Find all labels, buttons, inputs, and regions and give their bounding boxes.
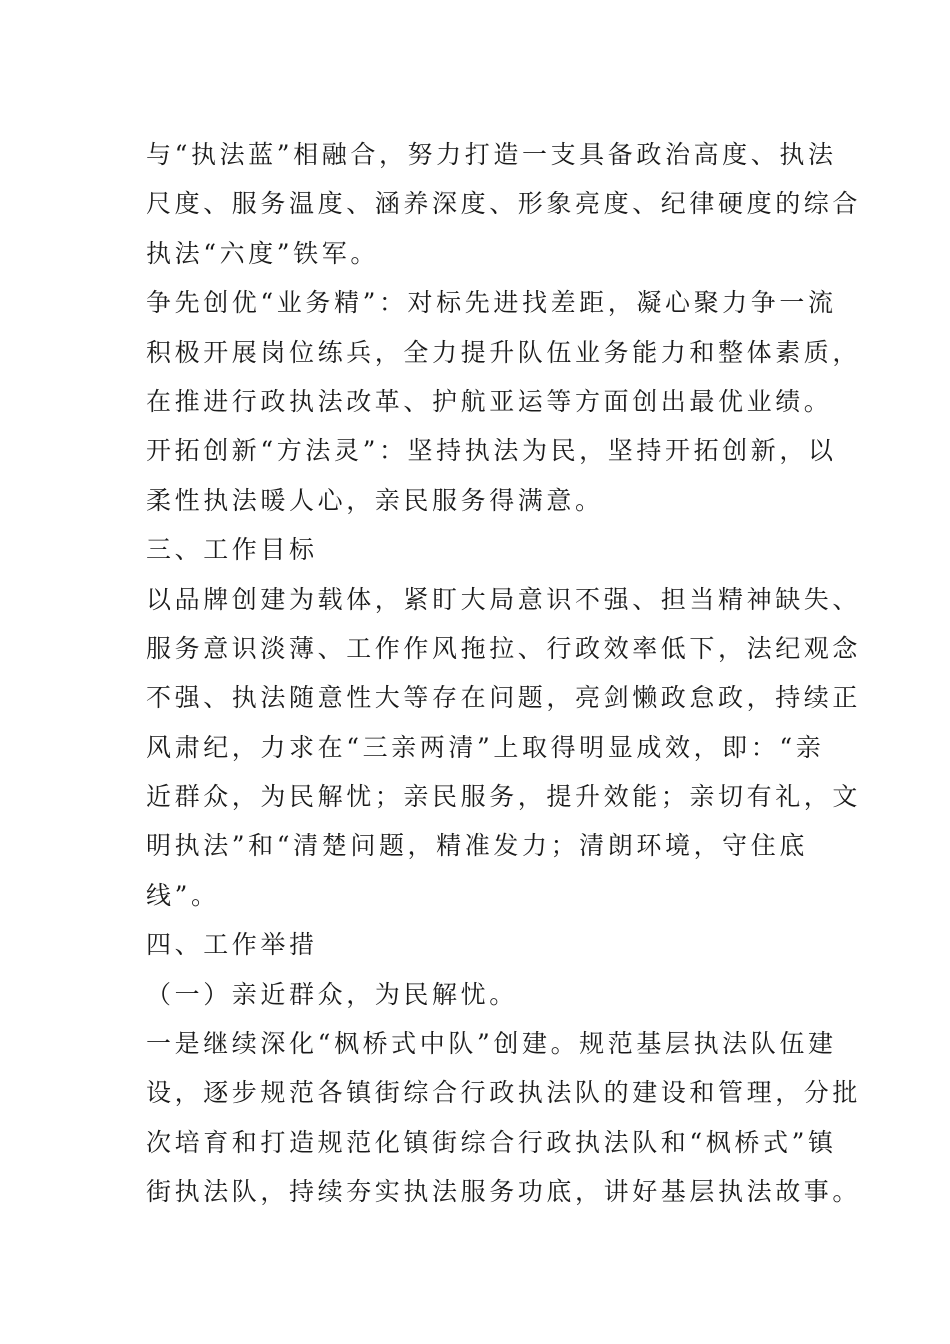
text-line: 街执法队，持续夯实执法服务功底，讲好基层执法故事。: [146, 1177, 862, 1207]
text-line: 风肃纪，力求在“三亲两清”上取得明显成效，即：“亲: [146, 732, 825, 762]
text-line: 与“执法蓝”相融合，努力打造一支具备政治高度、执法: [146, 140, 837, 169]
text-line: 一是继续深化“枫桥式中队”创建。规范基层执法队伍建: [146, 1029, 837, 1059]
text-line: 积极开展岗位练兵，全力提升队伍业务能力和整体素质，: [146, 337, 862, 367]
section-heading: 三、工作目标: [146, 535, 318, 565]
text-line: 服务意识淡薄、工作作风拖拉、行政效率低下，法纪观念: [146, 633, 862, 663]
text-line: 不强、执法随意性大等存在问题，亮剑懒政怠政，持续正: [146, 683, 862, 713]
text-line: 明执法”和“清楚问题，精准发力；清朗环境，守住底: [146, 831, 808, 861]
text-line: 次培育和打造规范化镇街综合行政执法队和“枫桥式”镇: [146, 1127, 837, 1157]
text-line: 线”。: [146, 880, 220, 910]
section-heading: 四、工作举措: [146, 930, 318, 960]
text-line: 设，逐步规范各镇街综合行政执法队的建设和管理，分批: [146, 1078, 862, 1108]
text-line: 尺度、服务温度、涵养深度、形象亮度、纪律硬度的综合: [146, 189, 862, 219]
subsection-heading: （一）亲近群众，为民解忧。: [146, 979, 518, 1009]
text-line: 以品牌创建为载体，紧盯大局意识不强、担当精神缺失、: [146, 584, 862, 614]
text-line: 柔性执法暖人心，亲民服务得满意。: [146, 485, 604, 515]
text-line: 在推进行政执法改革、护航亚运等方面创出最优业绩。: [146, 386, 833, 416]
text-line: 近群众，为民解忧；亲民服务，提升效能；亲切有礼，文: [146, 782, 862, 812]
document-body: [146, 130, 862, 1217]
text-line: 争先创优“业务精”：对标先进找差距，凝心聚力争一流: [146, 288, 837, 318]
text-line: 开拓创新“方法灵”：坚持执法为民，坚持开拓创新，以: [146, 436, 837, 466]
text-line: 执法“六度”铁军。: [146, 238, 379, 268]
